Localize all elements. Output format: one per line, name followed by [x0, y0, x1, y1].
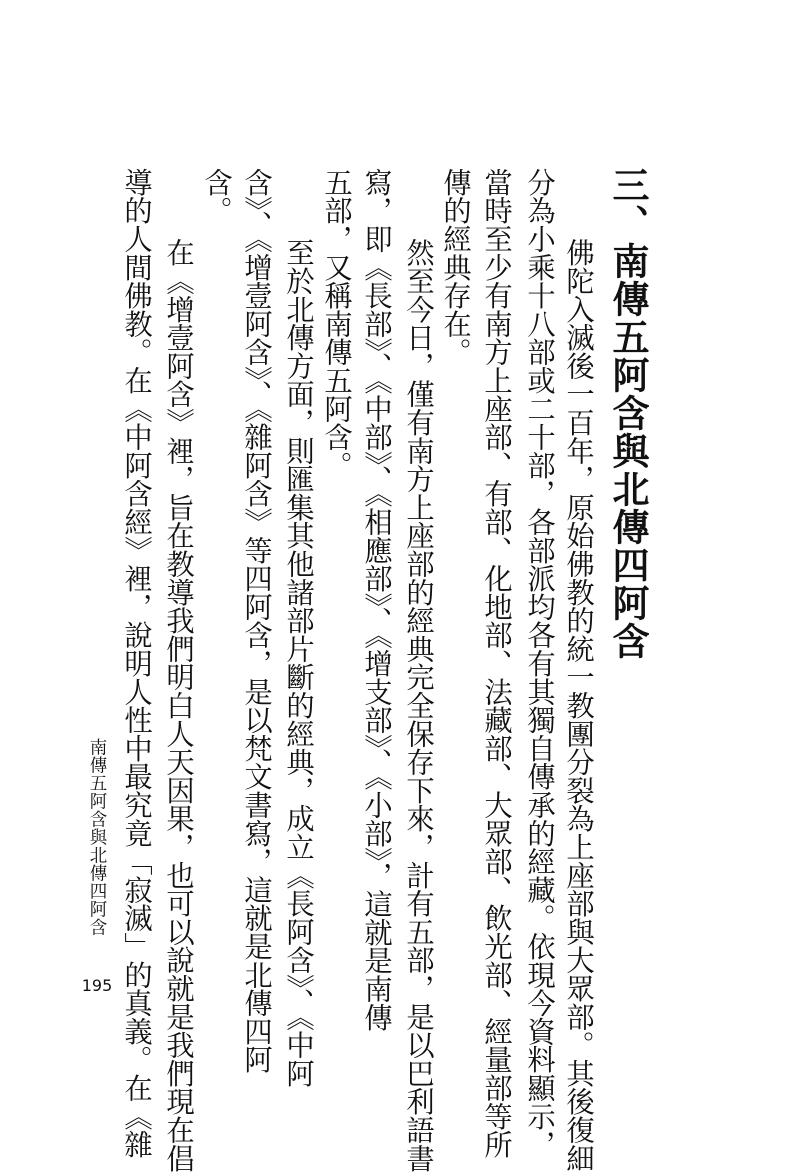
text-column: 然至今日，僅有南方上座部的經典完全保存下來，計有五部，是以巴利語書: [402, 210, 435, 1172]
text-column: 五部，又稱南傳五阿含。: [320, 168, 353, 480]
text-column: 佛陀入滅後一百年，原始佛教的統一教團分裂為上座部與大眾部。其後復細: [562, 210, 595, 1172]
text-column: 分為小乘十八部或二十部，各部派均各有其獨自傳承的經藏。依現今資料顯示，: [523, 168, 556, 1159]
text-column: 寫，即《長部》、《中部》、《相應部》、《增支部》、《小部》，這就是南傳: [360, 168, 393, 1032]
text-column: 傳的經典存在。: [439, 168, 472, 367]
page-number: 195: [81, 976, 113, 995]
text-column: 導的人間佛教。在《中阿含經》裡，說明人性中最究竟「寂滅」的真義。在《雜: [120, 168, 153, 1159]
running-head: 南傳五阿含與北傳四阿含: [87, 738, 107, 936]
text-column: 在《增壹阿含》裡，旨在教導我們明白人天因果，也可以說就是我們現在倡: [162, 210, 195, 1172]
text-column: 含》、《增壹阿含》、《雜阿含》等四阿含，是以梵文書寫，這就是北傳四阿: [240, 168, 273, 1074]
text-column: 當時至少有南方上座部、有部、化地部、法藏部、大眾部、飲光部、經量部等所: [480, 168, 513, 1159]
text-column: 含。: [200, 168, 233, 225]
text-column: 至於北傳方面，則匯集其他諸部片斷的經典，成立《長阿含》、《中阿: [282, 210, 315, 1088]
section-title: 三、南傳五阿含與北傳四阿含: [606, 166, 650, 660]
